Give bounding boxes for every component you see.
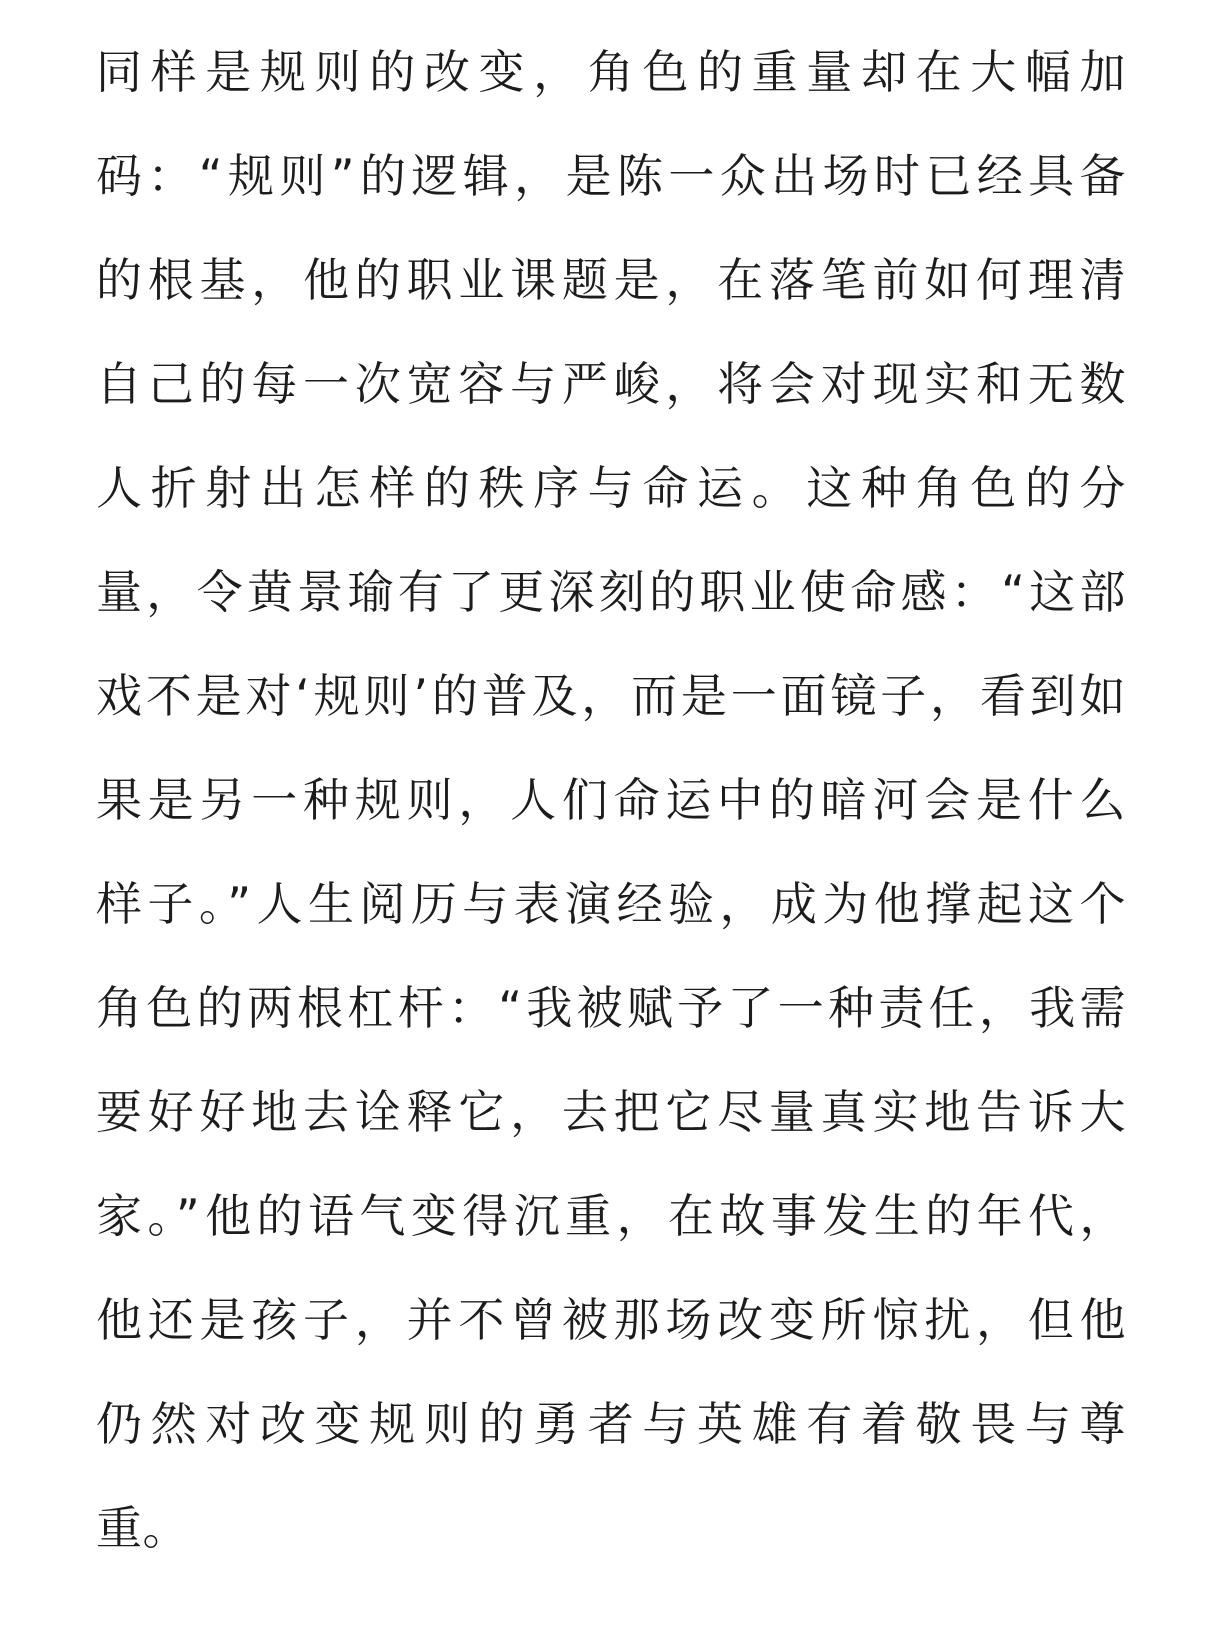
text-line: 角色的两根杠杆：“我被赋予了一种责任，我需 (96, 981, 1126, 1035)
text-line: 人折射出怎样的秩序与命运。这种角色的分 (96, 461, 1126, 515)
text-line: 码：“规则”的逻辑，是陈一众出场时已经具备 (96, 149, 1126, 203)
text-line: 的根基，他的职业课题是，在落笔前如何理清 (96, 253, 1126, 307)
text-line: 重。 (96, 1501, 189, 1555)
article-body (96, 36, 1126, 1596)
text-line: 他还是孩子，并不曾被那场改变所惊扰，但他 (96, 1293, 1126, 1347)
text-line: 同样是规则的改变，角色的重量却在大幅加 (96, 45, 1126, 99)
text-line: 量，令黄景瑜有了更深刻的职业使命感：“这部 (96, 565, 1126, 619)
text-line: 样子。”人生阅历与表演经验，成为他撑起这个 (96, 877, 1126, 931)
text-line: 自己的每一次宽容与严峻，将会对现实和无数 (96, 357, 1126, 411)
text-line: 家。”他的语气变得沉重，在故事发生的年代， (96, 1189, 1126, 1243)
text-line: 仍然对改变规则的勇者与英雄有着敬畏与尊 (96, 1397, 1126, 1451)
text-line: 戏不是对‘规则’的普及，而是一面镜子，看到如 (96, 669, 1126, 723)
text-line: 果是另一种规则，人们命运中的暗河会是什么 (96, 773, 1126, 827)
text-line: 要好好地去诠释它，去把它尽量真实地告诉大 (96, 1085, 1126, 1139)
